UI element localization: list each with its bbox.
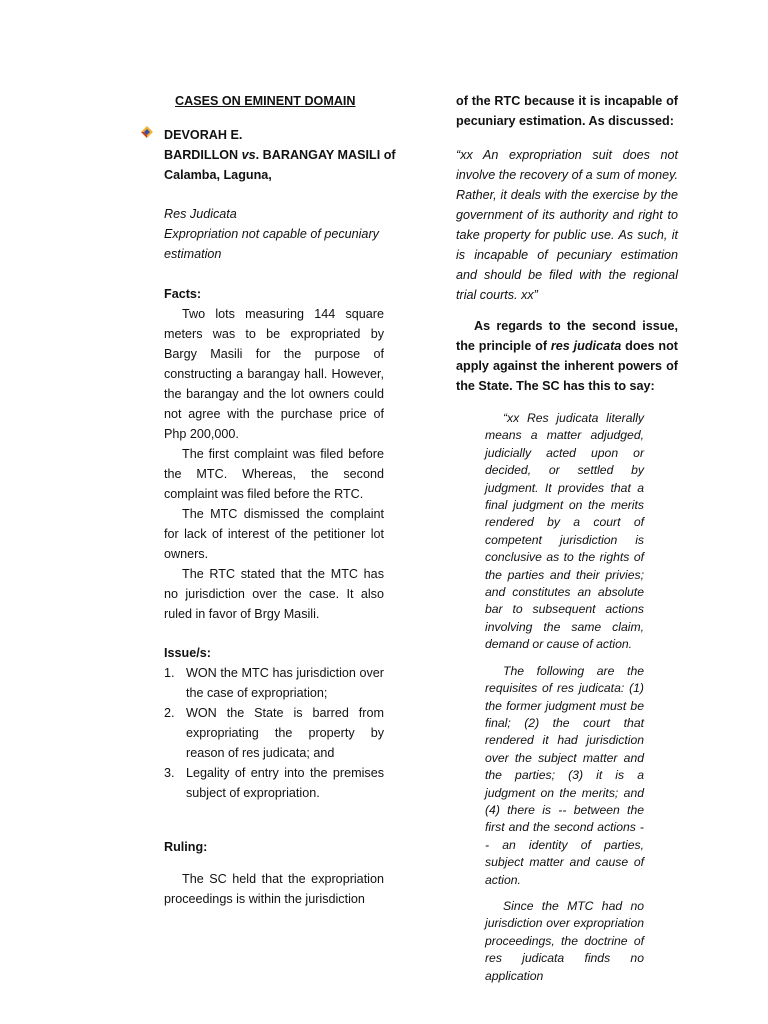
quote-paragraph: The following are the requisites of res judicata: (1) the former judgment must be final; (2) the court that rendered it had jurisdiction over the subject matter and the parties; (3) it is a judgment on the merits; and (4) there is -- between the first and the second actions -- an identity of parties, subject matter and cause of action. <box>485 663 644 887</box>
second-issue-paragraph: As regards to the second issue, the principle of res judicata does not apply against the inherent powers of the State. The SC has this to say: <box>456 319 678 393</box>
case-petitioner: BARDILLON <box>164 148 242 162</box>
case-title-line2 <box>164 145 394 165</box>
quote-expropriation: “xx An expropriation suit does not involve the recovery of a sum of money. Rather, it deals with the exercise by the government of its authority and right to take property for public use. As such, it is incapable of pecuniary estimation and should be filed with the regional trial courts. xx” <box>456 148 678 302</box>
ruling-heading: Ruling: <box>164 840 208 854</box>
facts-paragraph: The RTC stated that the MTC has no jurisdiction over the case. It also ruled in favor of Brgy Masili. <box>164 567 384 621</box>
ruling-paragraph: The SC held that the expropriation proceedings is within the jurisdiction <box>164 872 384 906</box>
case-title-line3: Calamba, Laguna, <box>164 168 272 182</box>
diamond-bullet-icon <box>140 125 154 139</box>
ruling-continuation: of the RTC because it is incapable of pecuniary estimation. As discussed: <box>456 94 678 128</box>
case-respondent: . BARANGAY MASILI of <box>255 148 396 162</box>
topic-expropriation: Expropriation not capable of pecuniary estimation <box>164 227 379 261</box>
list-item: 1. WON the MTC has jurisdiction over the case of expropriation; <box>164 666 384 700</box>
case-vs: vs <box>241 148 256 162</box>
facts-paragraph: Two lots measuring 144 square meters was to be expropriated by Bargy Masili for the purpose of constructing a barangay hall. However, the barangay and the lot owners could not agree with the purchase price of Php 200,000. <box>164 307 384 441</box>
facts-paragraph: The MTC dismissed the complaint for lack of interest of the petitioner lot owners. <box>164 507 384 561</box>
quote-paragraph: “xx Res judicata literally means a matter adjudged, judicially acted upon or decided, or settled by judgment. It provides that a final judgment on the merits rendered by a court of competent jurisdiction is conclusive as to the rights of the parties and their privies; and constitutes an absolute bar to subsequent actions involving the same claim, demand or cause of action. <box>485 411 644 652</box>
issues-list <box>164 663 384 803</box>
facts-heading: Facts: <box>164 287 202 301</box>
case-title-line1: DEVORAH E. <box>164 128 243 142</box>
facts-paragraph: The first complaint was filed before the MTC. Whereas, the second complaint was filed before the RTC. <box>164 447 384 501</box>
quote-paragraph: Since the MTC had no jurisdiction over expropriation proceedings, the doctrine of res judicata finds no application <box>485 898 644 983</box>
document-title: CASES ON EMINENT DOMAIN <box>175 94 356 108</box>
facts-body <box>164 304 384 624</box>
issues-heading: Issue/s: <box>164 646 211 660</box>
quote-res-judicata <box>485 410 644 985</box>
list-item: 2. WON the State is barred from expropriating the property by reason of res judicata; and <box>164 706 384 760</box>
topic-res-judicata: Res Judicata <box>164 207 237 221</box>
list-item: 3. Legality of entry into the premises subject of expropriation. <box>164 766 384 800</box>
